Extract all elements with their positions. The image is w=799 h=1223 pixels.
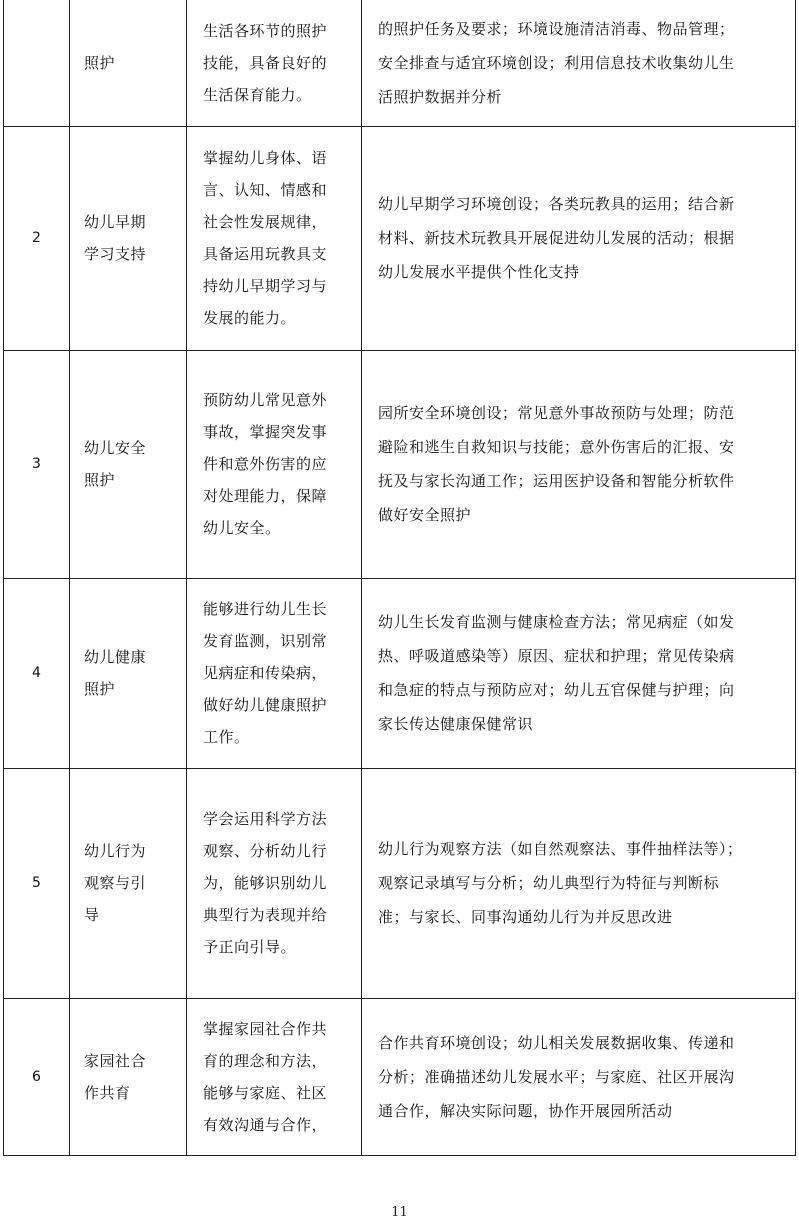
table-row xyxy=(4,998,796,1155)
module-content: 幼儿早期学习环境创设；各类玩教具的运用；结合新 材料、新技术玩教具开展促进幼儿发展的活动；根据 幼儿发展水平提供个性化支持 xyxy=(362,126,796,350)
module-name: 幼儿安全 照护 xyxy=(70,350,187,578)
table-row xyxy=(4,768,796,998)
row-number xyxy=(4,0,70,126)
module-goal: 生活各环节的照护 技能，具备良好的 生活保育能力。 xyxy=(187,0,362,126)
curriculum-table xyxy=(3,0,796,1156)
table-row xyxy=(4,0,796,126)
module-goal: 预防幼儿常见意外 事故，掌握突发事 件和意外伤害的应 对处理能力，保障 幼儿安全。 xyxy=(187,350,362,578)
module-content: 的照护任务及要求；环境设施清洁消毒、物品管理； 安全排查与适宜环境创设；利用信息技术收集幼儿生 活照护数据并分析 xyxy=(362,0,796,126)
row-number: 5 xyxy=(4,768,70,998)
module-content: 幼儿行为观察方法（如自然观察法、事件抽样法等）； 观察记录填写与分析；幼儿典型行为特征与判断标 准；与家长、同事沟通幼儿行为并反思改进 xyxy=(362,768,796,998)
row-number: 4 xyxy=(4,578,70,768)
row-number: 3 xyxy=(4,350,70,578)
module-goal: 掌握家园社合作共 育的理念和方法， 能够与家庭、社区 有效沟通与合作， xyxy=(187,998,362,1155)
module-name: 幼儿早期 学习支持 xyxy=(70,126,187,350)
module-name: 幼儿健康 照护 xyxy=(70,578,187,768)
module-name: 幼儿行为 观察与引 导 xyxy=(70,768,187,998)
table-row xyxy=(4,578,796,768)
module-content: 园所安全环境创设；常见意外事故预防与处理；防范 避险和逃生自救知识与技能；意外伤害后的汇报、安 抚及与家长沟通工作；运用医护设备和智能分析软件 做好安全照护 xyxy=(362,350,796,578)
module-content: 幼儿生长发育监测与健康检查方法；常见病症（如发 热、呼吸道感染等）原因、症状和护理；常见传染病 和急症的特点与预防应对；幼儿五官保健与护理；向 家长传达健康保健常识 xyxy=(362,578,796,768)
page-number: 11 xyxy=(391,1205,408,1220)
module-name: 家园社合 作共育 xyxy=(70,998,187,1155)
table-row xyxy=(4,350,796,578)
module-goal: 学会运用科学方法 观察、分析幼儿行 为，能够识别幼儿 典型行为表现并给 予正向引导。 xyxy=(187,768,362,998)
module-name: 照护 xyxy=(70,0,187,126)
module-content: 合作共育环境创设；幼儿相关发展数据收集、传递和 分析；准确描述幼儿发展水平；与家庭、社区开展沟 通合作，解决实际问题，协作开展园所活动 xyxy=(362,998,796,1155)
module-goal: 能够进行幼儿生长 发育监测，识别常 见病症和传染病， 做好幼儿健康照护 工作。 xyxy=(187,578,362,768)
module-goal: 掌握幼儿身体、语 言、认知、情感和 社会性发展规律， 具备运用玩教具支 持幼儿早期学习与 发展的能力。 xyxy=(187,126,362,350)
table-row xyxy=(4,126,796,350)
row-number: 2 xyxy=(4,126,70,350)
row-number: 6 xyxy=(4,998,70,1155)
